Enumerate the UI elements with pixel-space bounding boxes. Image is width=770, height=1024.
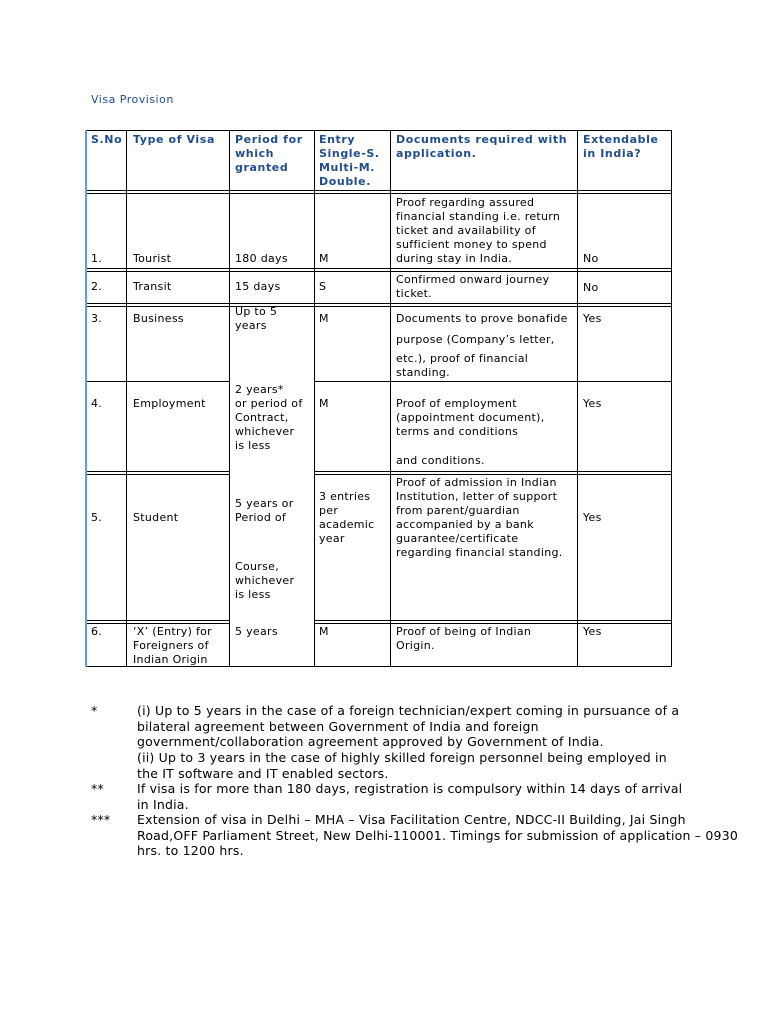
cell-entry: M xyxy=(319,397,329,410)
cell-documents: Confirmed onward journey ticket. xyxy=(396,273,550,300)
cell-entry: M xyxy=(319,252,329,265)
cell-type: Business xyxy=(133,312,184,325)
cell-period: 15 days xyxy=(235,280,281,293)
cell-type: ‘X’ (Entry) for Foreigners of Indian Origin xyxy=(133,625,212,666)
footnote-mark: *** xyxy=(91,812,111,827)
cell-type: Tourist xyxy=(133,252,172,265)
cell-entry: S xyxy=(319,280,327,293)
cell-period: 2 years* or period of Contract, whichever is less xyxy=(235,383,303,452)
cell-documents-continued: purpose (Company’s letter, xyxy=(396,333,555,346)
footnote-text: (i) Up to 5 years in the case of a foreign technician/expert coming in pursuance of a bilateral agreement between Government of India and foreign government/collaboration agreement approved by Government of India. xyxy=(137,703,680,749)
cell-extendable: No xyxy=(583,252,599,265)
page-title: Visa Provision xyxy=(91,93,174,106)
footnote-mark: * xyxy=(91,703,98,718)
cell-period: 5 years or Period of xyxy=(235,497,294,524)
header-documents: Documents required with application. xyxy=(396,133,568,160)
footnote-text: Extension of visa in Delhi – MHA – Visa Facilitation Centre, NDCC-II Building, Jai Singh Road,OFF Parliament Street, New Delhi-110001. Timings for submission of application – 0930 hrs. to 1200 hrs. xyxy=(137,812,739,858)
cell-sno: 4. xyxy=(91,397,103,410)
header-period: Period for which granted xyxy=(235,133,303,174)
footnote-text-continued: (ii) Up to 3 years in the case of highly skilled foreign personnel being employed in the IT software and IT enabled sectors. xyxy=(137,750,667,781)
cell-sno: 3. xyxy=(91,312,103,325)
cell-entry: M xyxy=(319,625,329,638)
header-sno: S.No xyxy=(91,133,123,146)
cell-type: Transit xyxy=(133,280,172,293)
header-entry: Entry Single-S. Multi-M. Double. xyxy=(319,133,380,188)
cell-entry: 3 entries per academic year xyxy=(319,490,375,545)
cell-extendable: No xyxy=(583,281,599,294)
cell-type: Student xyxy=(133,511,179,524)
header-type: Type of Visa xyxy=(133,133,215,146)
cell-documents-continued: etc.), proof of financial standing. xyxy=(396,352,529,379)
cell-period: 5 years xyxy=(235,625,278,638)
cell-documents: Proof of admission in Indian Institution, letter of support from parent/guardian accompanied by a bank guarantee/certificate regarding financial standing. xyxy=(396,476,563,559)
cell-documents: Proof of employment (appointment document), terms and conditions xyxy=(396,397,545,438)
cell-sno: 2. xyxy=(91,280,103,293)
cell-documents-continued: and conditions. xyxy=(396,454,485,467)
cell-documents: Proof regarding assured financial standing i.e. return ticket and availability of sufficient money to spend during stay in India. xyxy=(396,196,561,265)
footnote-mark: ** xyxy=(91,781,104,796)
cell-extendable: Yes xyxy=(583,511,602,524)
header-extendable: Extendable in India? xyxy=(583,133,659,160)
cell-period-continued: Course, whichever is less xyxy=(235,560,295,601)
cell-documents: Proof of being of Indian Origin. xyxy=(396,625,532,652)
cell-extendable: Yes xyxy=(583,397,602,410)
cell-type: Employment xyxy=(133,397,206,410)
cell-sno: 1. xyxy=(91,252,103,265)
cell-sno: 5. xyxy=(91,511,103,524)
cell-period: 180 days xyxy=(235,252,288,265)
cell-period: Up to 5 years xyxy=(235,305,278,332)
cell-extendable: Yes xyxy=(583,625,602,638)
footnote-text: If visa is for more than 180 days, registration is compulsory within 14 days of arrival in India. xyxy=(137,781,683,812)
cell-sno: 6. xyxy=(91,625,103,638)
cell-extendable: Yes xyxy=(583,312,602,325)
cell-entry: M xyxy=(319,312,329,325)
cell-documents: Documents to prove bonafide xyxy=(396,312,568,325)
